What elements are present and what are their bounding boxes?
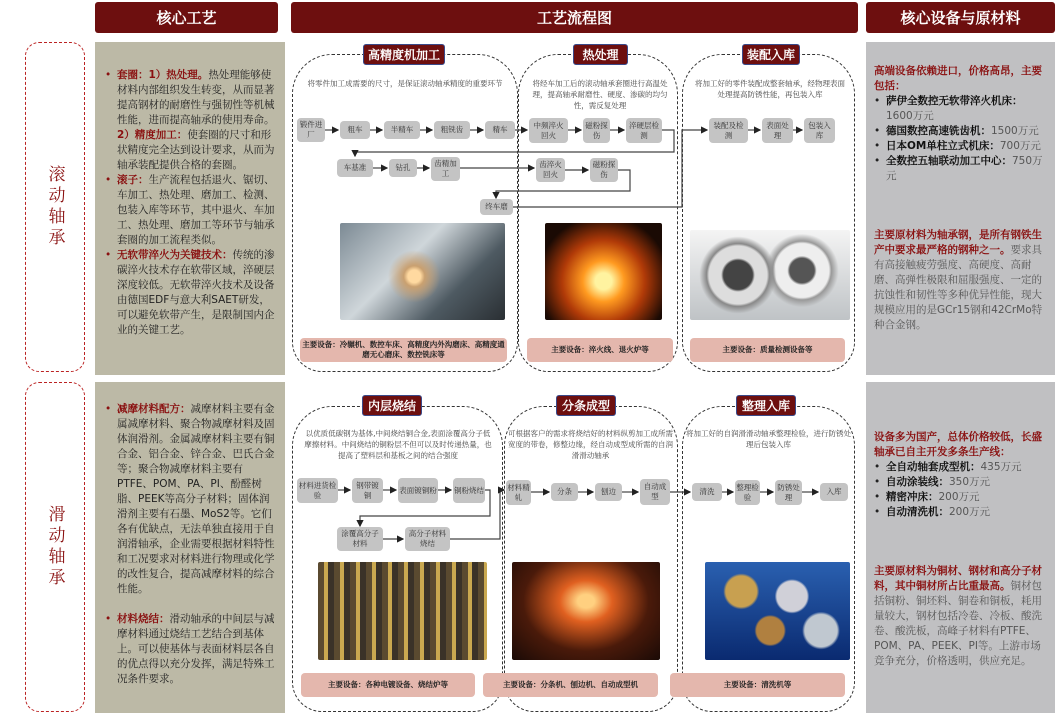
equipment-name: 精密冲床：: [886, 491, 939, 503]
section-title-assembly: 装配入库: [742, 44, 800, 65]
flow-node: 磁粉探伤: [583, 118, 610, 143]
row-label-text: 滑动轴承: [44, 505, 65, 589]
equipment-label: 主要设备：冷辗机、数控车床、高精度内外沟磨床、高精度通磨无心磨床、数控铣床等: [300, 338, 507, 362]
equipment-price: 200万元: [938, 491, 980, 503]
flow-node: 材料进货检验: [297, 478, 338, 503]
material-title: 主要原材料为轴承钢，是所有钢铁生产中要求最严格的钢种之一。: [874, 229, 1042, 256]
flow-node: 入库: [820, 483, 848, 501]
flow-node: 包装入库: [804, 118, 835, 143]
flow-node: 涂覆高分子材料: [337, 527, 383, 551]
equipment-name: 自动清洗机：: [886, 506, 949, 518]
header-equipment-materials: 核心设备与原材料: [866, 2, 1055, 33]
equipment-intro: 高端设备依赖进口，价格高昂，主要包括：: [874, 65, 1042, 92]
bullet-text: 生产流程包括退火、锯切、车加工、热处理、磨加工、检测、包装入库等环节，其中退火、车加工、热处理、磨加工等环节与轴承套圈的加工流程类似。: [117, 174, 275, 246]
bullet-text: 减摩材料主要有金属减摩材料、聚合物减摩材料及固体润滑剂。金属减摩材料主要有铜合金、铝合金、锌合金、巴氏合金等；聚合物减摩材料主要有PTFE、POM、PA、PI、酚醛树脂、PEEK等高分子材料；固体润滑剂主要有石墨、MoS2等。它们各有优缺点，无法单独直接用于自润滑轴承，企业需要根据材料特性和工况要求对材料进行物理或化学的改性复合，提高减摩材料的综合性能。: [117, 403, 275, 595]
flow-node: 装配及检测: [709, 118, 748, 143]
flow-node: 高分子材料烧结: [405, 527, 450, 551]
section-description: 将加工好的自润滑滑动轴承整理检验，进行防锈处理后包装入库: [686, 429, 851, 449]
material-text: 铜材包括铜粉、铜坯料、铜卷和铜板，耗用量较大，钢材包括冷卷、冷板、酸洗卷、酸洗板，高峰子材料有PTFE、POM、PA、PEEK、PI等。上游市场竞争充分，价格透明，供应充足。: [874, 580, 1042, 667]
section-description: 将零件加工成需要的尺寸，是保证滚动轴承精度的重要环节: [307, 79, 503, 88]
section-title-storage: 整理入库: [736, 395, 796, 416]
equipment-price: 1500万元: [991, 125, 1039, 137]
equipment-price: 750万元: [886, 155, 1043, 182]
flow-node: 清洗: [692, 483, 722, 501]
flow-node: 锻件进厂: [297, 118, 325, 142]
flow-node: 钢带镀铜: [352, 478, 383, 503]
equipment-name: 全自动轴套成型机：: [886, 461, 981, 473]
bullet-text: 热处理能够使材料内部组织发生转变，从而显著提高钢材的耐磨性与强韧性等机械性能，进而提高轴承的使用寿命。: [117, 69, 275, 126]
flow-node: 防锈处理: [775, 480, 802, 505]
section-description: 将经车加工后的滚动轴承套圈进行高温处理，提高轴承耐磨性、硬度、渗碳的均匀性，需反复处理: [532, 79, 668, 110]
equipment-name: 萨伊全数控无软带淬火机床：: [886, 95, 1023, 107]
plating-line-photo: [318, 562, 487, 660]
flow-node: 刨边: [595, 483, 622, 501]
bullet-title: 套圈：1）热处理。: [117, 69, 209, 81]
section-description: 可根据客户的需求将烧结好的材料纵剪加工成所需宽度的带卷，修整边缘，经自动成型成所需的自润滑滑动轴承: [508, 429, 673, 460]
flow-node: 终车磨: [480, 199, 513, 215]
bullet-title: 材料烧结：: [117, 613, 170, 625]
bullet-text: 滑动轴承的中间层与减摩材料通过烧结工艺结合到基体上。可以使基体与表面材料层各自的优点得以充分发挥，满足特殊工况条件要求。: [117, 613, 275, 685]
heat-treatment-photo: [545, 223, 662, 320]
bullet-text: 传统的渗碳淬火技术存在软带区域，淬硬层深度较低。无软带淬火技术及设备由德国EDF与意大利SAET研发，可以避免软带产生，是限制国内企业的关键工艺。: [117, 249, 275, 336]
row-label-text: 滚动轴承: [44, 165, 65, 249]
flow-node: 精车: [485, 121, 515, 139]
equipment-price: 700万元: [999, 140, 1041, 152]
flow-node: 自动成型: [640, 479, 670, 505]
section-title-heat-treatment: 热处理: [573, 44, 628, 65]
equipment-label: 主要设备：分条机、刨边机、自动成型机: [483, 673, 658, 697]
flow-node: 中频淬火回火: [529, 118, 568, 143]
flow-node: 磁粉探伤: [590, 158, 618, 182]
header-core-process: 核心工艺: [95, 2, 278, 33]
flow-node: 齿淬火回火: [536, 158, 565, 182]
equipment-price: 435万元: [980, 461, 1022, 473]
equipment-label: 主要设备：各种电镀设备、烧结炉等: [301, 673, 475, 697]
equipment-name: 全数控五轴联动加工中心：: [886, 155, 1012, 167]
material-text: 要求具有高接触疲劳强度、高硬度、高耐磨、高弹性极限和屈服强度、一定的抗蚀性和韧性等多种优异性能，现大规模应用的是GCr15钢和42CrMo特种合金钢。: [874, 244, 1043, 331]
equipment-name: 日本OM单柱立式机床：: [886, 140, 1000, 152]
material-title: 主要原材料为铜材、钢材和高分子材料，其中铜材所占比重最高。: [874, 565, 1042, 592]
flow-node: 钻孔: [389, 159, 417, 177]
equipment-label: 主要设备：淬火线、退火炉等: [527, 338, 673, 362]
flow-node: 齿精加工: [431, 157, 460, 181]
equipment-price: 200万元: [949, 506, 991, 518]
flow-node: 分条: [551, 483, 578, 501]
section-title-machining: 高精度机加工: [363, 44, 445, 65]
flow-node: 表面镀铜粉: [398, 478, 438, 503]
bullet-text: 使套圈的尺寸和形状精度完全达到设计要求，从而为轴承装配提供合格的套圈。: [117, 129, 275, 171]
section-description: 以优质低碳钢为基体,中间烧结铜合金,表面涂覆高分子低摩擦材料。中间烧结的铜粉层不但可以及时传递热量，也提高了塑料层和基板之间的结合强度: [304, 429, 492, 460]
flow-node: 半精车: [384, 121, 420, 139]
equipment-price: 350万元: [949, 476, 991, 488]
machining-photo: [340, 223, 505, 320]
sintering-furnace-photo: [512, 562, 660, 660]
equipment-label: 主要设备：清洗机等: [670, 673, 845, 697]
flow-node: 整理检验: [735, 480, 760, 505]
sliding-bearings-photo: [705, 562, 850, 660]
flow-node: 铜粉烧结: [453, 478, 485, 503]
section-description: 将加工好的零件装配成整套轴承，经物理表面处理提高防锈性能，再包装入库: [695, 79, 845, 99]
flow-node: 材料精轧: [506, 480, 531, 505]
equipment-intro: 设备多为国产，总体价格较低，长盛轴承已自主开发多条生产线：: [874, 431, 1042, 458]
section-title-sintering: 内层烧结: [362, 395, 422, 416]
bullet-title: 无软带淬火为关键技术：: [117, 249, 233, 261]
flow-node: 淬硬层检测: [626, 118, 662, 143]
bearings-photo: [690, 230, 850, 320]
equipment-price: 1600万元: [886, 110, 934, 122]
bullet-title: 2）精度加工：: [117, 129, 188, 141]
equipment-name: 自动涂装线：: [886, 476, 949, 488]
flow-node: 车基准: [337, 159, 373, 177]
bullet-title: 减摩材料配方：: [117, 403, 191, 415]
header-process-flow: 工艺流程图: [291, 2, 858, 33]
flow-node: 表面处理: [762, 118, 793, 143]
equipment-name: 德国数控高速铣齿机：: [886, 125, 991, 137]
flow-node: 粗车: [340, 121, 370, 139]
flow-node: 粗铣齿: [434, 121, 470, 139]
section-title-slitting: 分条成型: [556, 395, 616, 416]
bullet-title: 滚子：: [117, 174, 149, 186]
equipment-label: 主要设备：质量检测设备等: [690, 338, 845, 362]
